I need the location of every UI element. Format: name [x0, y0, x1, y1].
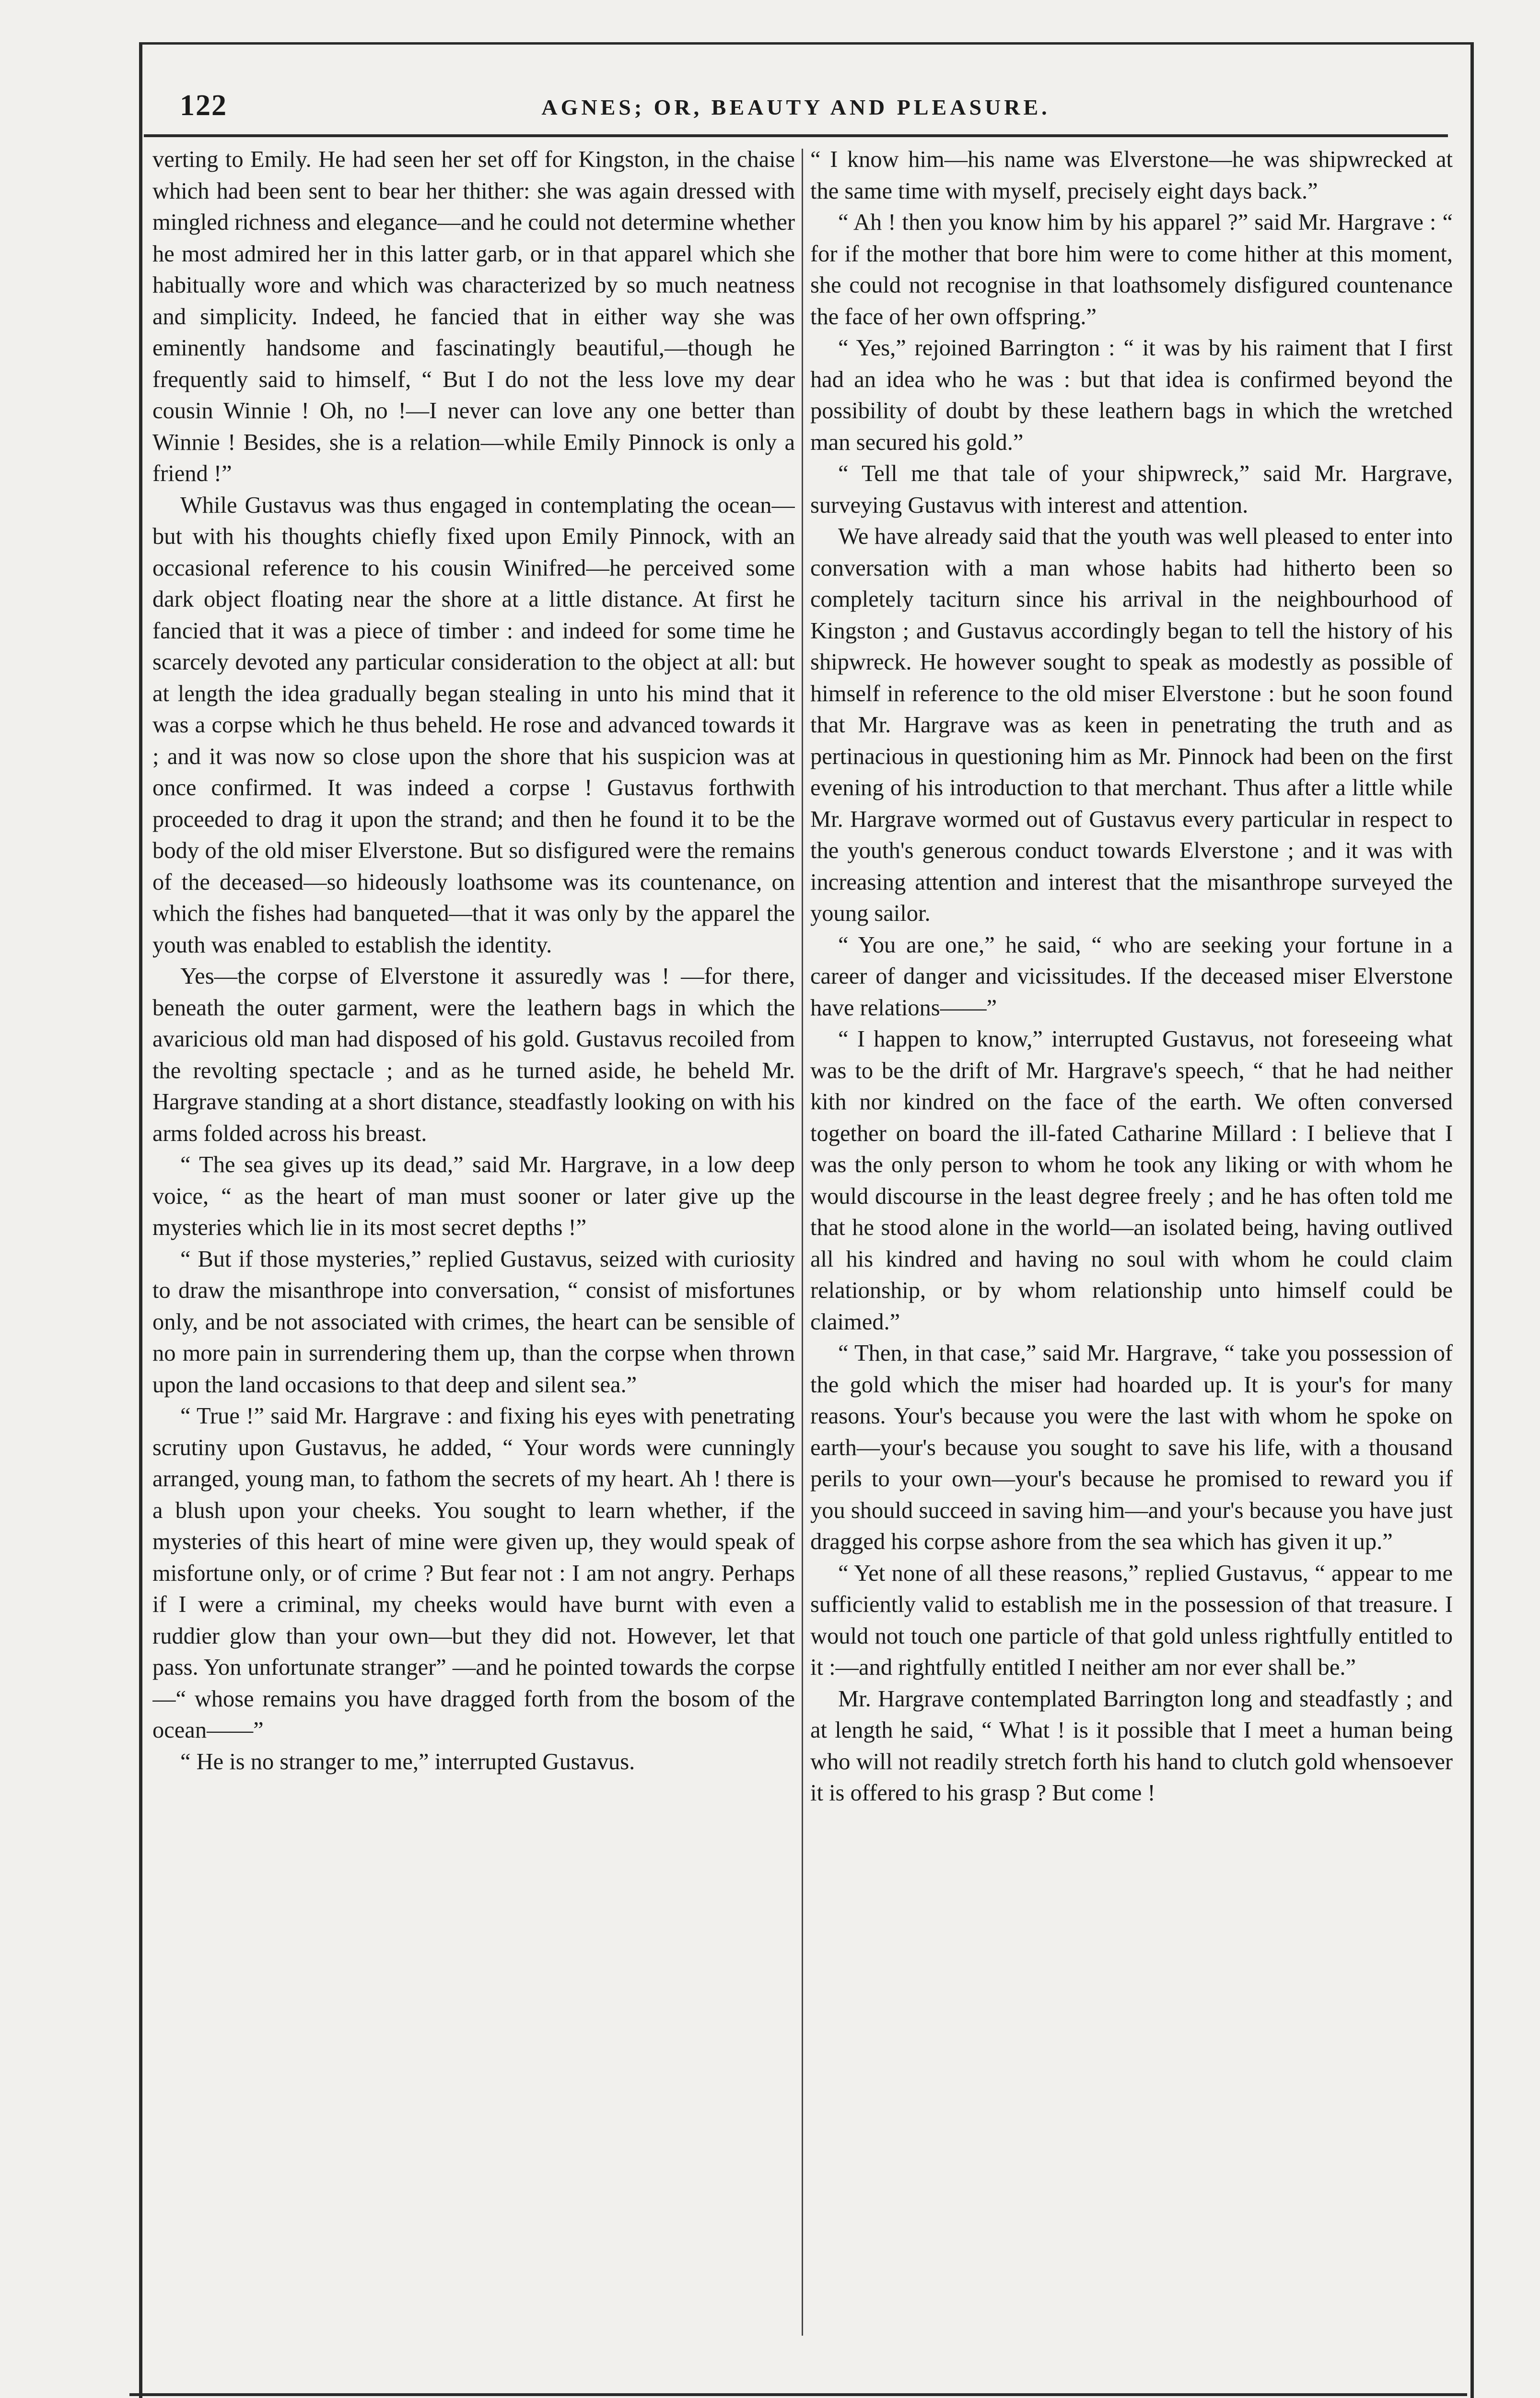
paragraph: “ Yet none of all these reasons,” replied Gustavus, “ appear to me sufficiently valid to establish me in the possession of that treasure. I would not touch one particle of that gold unless rightfully entitled to it :—and rightfully entitled I neither am nor ever shall be.” — [810, 1560, 1453, 1680]
paragraph: We have already said that the youth was well pleased to enter into conversation with a man whose habits had hitherto been so completely taciturn since his arrival in the neighbourhood of Kingston ; and Gustavus accordingly began to tell the history of his shipwreck. He however sought to speak as modestly as possible of himself in reference to the old miser Elverstone : but he soon found that Mr. Hargrave was as keen in penetrating the truth and as pertinacious in questioning him as Mr. Pinnock had been on the first evening of his introduction to that merchant. Thus after a little while Mr. Hargrave wormed out of Gustavus every particular in respect to the youth's generous conduct towards Elverstone ; and it was with increasing attention and interest that the misanthrope surveyed the young sailor. — [810, 524, 1453, 926]
paragraph: “ I know him—his name was Elverstone—he was shipwrecked at the same time with myself, precisely eight days back.” — [810, 147, 1453, 204]
right-column — [810, 144, 1453, 2321]
left-column — [152, 144, 795, 2321]
paragraph: “ He is no stranger to me,” interrupted Gustavus. — [180, 1749, 635, 1775]
running-title: AGNES; OR, BEAUTY AND PLEASURE. — [541, 95, 1050, 119]
paragraph: Yes—the corpse of Elverstone it assuredly was ! —for there, beneath the outer garment, were the leathern bags in which the avaricious old man had disposed of his gold. Gustavus recoiled from the revolting spectacle ; and as he turned aside, he beheld Mr. Hargrave standing at a short distance, steadfastly looking on with his arms folded across his breast. — [152, 964, 795, 1146]
column-divider — [802, 149, 803, 2336]
paragraph: While Gustavus was thus engaged in contemplating the ocean—but with his thoughts chiefly fixed upon Emily Pinnock, with an occasional reference to his cousin Winifred—he perceived some dark object floating near the shore at a little distance. At first he fancied that it was a piece of timber : and indeed for some time he scarcely devoted any particular consideration to the object at all: but at length the idea gradually began stealing in unto his mind that it was a corpse which he thus beheld. He rose and advanced towards it ; and it was now so close upon the shore that his suspicion was at once confirmed. It was indeed a corpse ! Gustavus forthwith proceeded to drag it upon the strand; and then he found it to be the body of the old miser Elverstone. But so disfigured were the remains of the deceased—so hideously loathsome was its countenance, on which the fishes had banqueted—that it was only by the apparel the youth was enabled to establish the identity. — [152, 492, 795, 958]
page-number: 122 — [180, 89, 227, 122]
header-rule — [144, 134, 1448, 137]
paragraph: “ But if those mysteries,” replied Gustavus, seized with curiosity to draw the misanthrope into conversation, “ consist of misfortunes only, and be not associated with crimes, the heart can be sensible of no more pain in surrendering them up, than the corpse when thrown upon the land occasions to that deep and silent sea.” — [152, 1246, 795, 1398]
paragraph: “ I happen to know,” interrupted Gustavus, not foreseeing what was to be the drift of Mr. Hargrave's speech, “ that he had neither kith nor kindred on the face of the earth. We often conversed together on board the ill-fated Catharine Millard : I believe that I was the only person to whom he took any liking or with whom he would discourse in the least degree freely ; and he has often told me that he stood alone in the world—an isolated being, having outlived all his kindred and having no soul with whom he could claim relationship, or by whom relationship unto himself could be claimed.” — [810, 1026, 1453, 1335]
paragraph: “ True !” said Mr. Hargrave : and fixing his eyes with penetrating scrutiny upon Gustavus, he added, “ Your words were cunningly arranged, young man, to fathom the secrets of my heart. Ah ! there is a blush upon your cheeks. You sought to learn whether, if the mysteries of this heart of mine were given up, they would speak of misfortune only, or of crime ? But fear not : I am not angry. Perhaps if I were a criminal, my cheeks would have burnt with even a ruddier glow than your own—but they did not. However, let that pass. Yon unfortunate stranger” —and he pointed towards the corpse—“ whose remains you have dragged forth from the bosom of the ocean——” — [152, 1403, 795, 1743]
paragraph: “ Tell me that tale of your shipwreck,” said Mr. Hargrave, surveying Gustavus with interest and attention. — [810, 461, 1453, 518]
paragraph: “ Yes,” rejoined Barrington : “ it was by his raiment that I first had an idea who he was : but that idea is confirmed beyond the possibility of doubt by these leathern bags in which the wretched man secured his gold.” — [810, 335, 1453, 455]
page-header — [144, 84, 1448, 127]
paragraph: “ You are one,” he said, “ who are seeking your fortune in a career of danger and vicissitudes. If the deceased miser Elverstone have relations——” — [810, 932, 1453, 1021]
paragraph: “ Then, in that case,” said Mr. Hargrave, “ take you possession of the gold which the miser had hoarded up. It is your's for many reasons. Your's because you were the last with whom he spoke on earth—your's because you sought to save his life, with a thousand perils to your own—your's because he promised to reward you if you should succeed in saving him—and your's because you have just dragged his corpse ashore from the sea which has given it up.” — [810, 1340, 1453, 1554]
paragraph: Mr. Hargrave contemplated Barrington long and steadfastly ; and at length he said, “ What ! is it possible that I meet a human being who will not readily stretch forth his hand to clutch gold whensoever it is offered to his grasp ? But come ! — [810, 1686, 1453, 1806]
paragraph: “ Ah ! then you know him by his apparel ?” said Mr. Hargrave : “ for if the mother that bore him were to come hither at this moment, she could not recognise in that loathsomely disfigured countenance the face of her own offspring.” — [810, 210, 1453, 329]
paragraph: verting to Emily. He had seen her set off for Kingston, in the chaise which had been sent to bear her thither: she was again dressed with mingled richness and elegance—and he could not determine whether he most admired her in this latter garb, or in that apparel which she habitually wore and which was characterized by so much neatness and simplicity. Indeed, he fancied that in either way she was eminently handsome and fascinatingly beautiful,—though he frequently said to himself, “ But I do not the less love my dear cousin Winnie ! Oh, no !—I never can love any one better than Winnie ! Besides, she is a relation—while Emily Pinnock is only a friend !” — [152, 147, 795, 486]
paragraph: “ The sea gives up its dead,” said Mr. Hargrave, in a low deep voice, “ as the heart of man must sooner or later give up the mysteries which lie in its most secret depths !” — [152, 1152, 795, 1240]
bottom-rule — [129, 2393, 1467, 2396]
